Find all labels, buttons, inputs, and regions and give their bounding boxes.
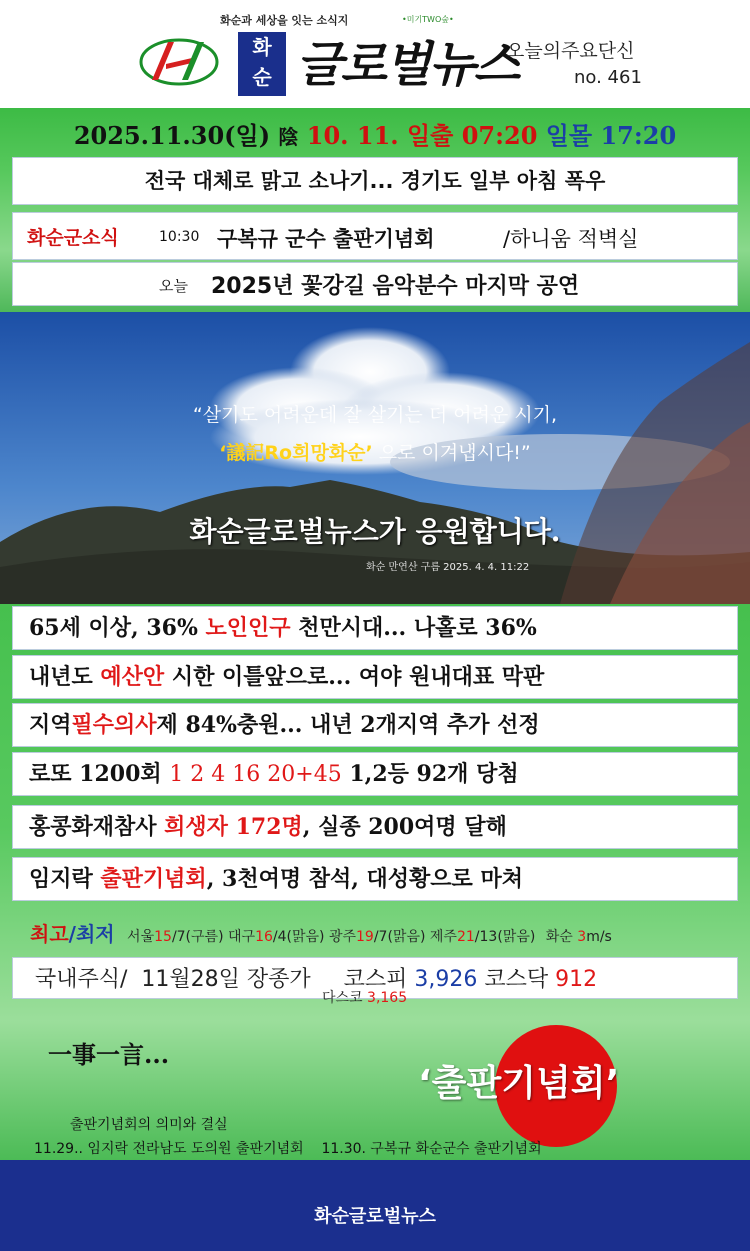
kospi-value: 3,926 (414, 967, 478, 992)
wind-unit: m/s (586, 929, 612, 945)
wind-label: 화순 (545, 929, 573, 945)
sunset-time: 17:20 (600, 121, 677, 150)
sunset-label: 일몰 (545, 121, 593, 150)
dasco-line (322, 987, 407, 1007)
high-label: 최고 (30, 922, 69, 946)
kosdaq-label: 코스닥 (484, 967, 549, 992)
lunar-date: 10. 11. (306, 121, 399, 150)
city-name: 제주 (429, 929, 457, 945)
pub-headline-mid: 기념회 (501, 1063, 606, 1104)
news-text: 내년도 (29, 664, 101, 690)
news-text: 로또 1200회 (29, 761, 170, 787)
publication-line-1: 11.29.. 임지락 전라남도 도의원 출판기념회 11.30. 구복규 화순군수 출판기념회 (34, 1141, 542, 1157)
city-rest: /13(맑음) (474, 929, 536, 945)
news-item (12, 805, 738, 849)
county-news-time: 10:30 (159, 229, 200, 245)
hh-logo-icon (138, 36, 220, 88)
news-highlight: 필수의사 (71, 712, 157, 738)
today-event: 2025년 꽃강길 음악분수 마지막 공연 (211, 274, 580, 299)
issue-number: no. 461 (574, 67, 642, 88)
news-highlight: 출판기념회 (100, 866, 207, 892)
news-text: , 3천여명 참석, 대성황으로 마쳐 (206, 866, 523, 892)
news-item (12, 703, 738, 747)
news-highlight: 희생자 172명 (164, 814, 303, 840)
kospi-label: 코스피 (343, 967, 408, 992)
news-item (12, 752, 738, 796)
city-high: 21 (456, 929, 475, 945)
dasco-value: 3,165 (367, 990, 408, 1006)
news-text: 지역 (29, 712, 72, 738)
temp-slash: / (68, 922, 76, 946)
county-news-label: 화순군소식 (27, 227, 119, 249)
news-text: 홍콩화재참사 (29, 814, 165, 840)
photo-caption: 화순 만연산 구름 2025. 4. 4. 11:22 (366, 562, 530, 573)
news-highlight: 노인인구 (205, 615, 291, 641)
weather-headline: 전국 대체로 맑고 소나기... 경기도 일부 아침 폭우 (144, 169, 606, 193)
pub-headline-open: ‘출판 (418, 1063, 502, 1104)
publication-headline (418, 1055, 619, 1106)
city-high: 15 (154, 929, 172, 945)
weather-headline-box (12, 157, 738, 205)
date: 2025.11.30(일) (73, 121, 271, 150)
city-rest: /4(맑음) (272, 929, 325, 945)
date-line (0, 116, 750, 151)
news-item (12, 655, 738, 699)
news-text: 시한 이틀앞으로... 여야 원내대표 막판 (164, 664, 545, 690)
quote-line-2-rest: 으로 이겨냅시다!” (372, 442, 531, 464)
county-news-place: /하니움 적벽실 (503, 227, 639, 251)
temperature-line (30, 918, 612, 947)
logo-box-char-2: 순 (252, 65, 272, 89)
news-text: 1,2등 92개 당첨 (341, 761, 519, 787)
today-box (12, 262, 738, 306)
sunrise-time: 07:20 (461, 121, 538, 150)
news-highlight: 예산안 (100, 664, 165, 690)
quote-line-1: “살기도 어려운데 잘 살기는 더 어려운 시기, (192, 404, 558, 426)
city-name: 광주 (328, 929, 357, 945)
city-high: 16 (255, 929, 273, 945)
news-highlight: 1 2 4 16 20+45 (169, 762, 342, 787)
city-rest: /7(맑음) (373, 929, 426, 945)
city-rest: /7(구름) (171, 929, 224, 945)
section-title: 오늘의주요단신 (506, 40, 635, 62)
sunrise-label: 일출 (407, 121, 454, 150)
city-name: 대구 (228, 929, 256, 945)
one-word-title: 一事一言... (48, 1040, 170, 1069)
city-name: 서울 (127, 929, 155, 945)
stock-label: 국내주식/ 11월28일 장종가 (35, 967, 311, 992)
quote-slogan: ‘議記Ro희망화순’ (219, 442, 373, 464)
news-text: 제 84%충원... 내년 2개지역 추가 선정 (156, 712, 540, 738)
county-news-box (12, 212, 738, 260)
logo-script: 글로벌뉴스 (296, 37, 518, 93)
dasco-label: 다스코 (322, 990, 363, 1006)
tagline: 화순과 세상을 잇는 소식지 (220, 14, 349, 27)
county-news-event: 구복규 군수 출판기념회 (217, 227, 435, 251)
logo-box-char-1: 화 (252, 35, 272, 59)
low-label: 최저 (75, 922, 115, 946)
footer-label: 화순글로벌뉴스 (314, 1206, 436, 1227)
today-label: 오늘 (159, 277, 188, 295)
publication-subtitle: 출판기념회의 의미와 결실 (70, 1117, 228, 1133)
news-item (12, 857, 738, 901)
kosdaq-value: 912 (555, 967, 598, 992)
pub-headline-close: ’ (605, 1063, 620, 1104)
tagline-small: •미기TWO숲• (402, 15, 454, 24)
news-item (12, 606, 738, 650)
lunar-label: 陰 (278, 125, 299, 149)
city-high: 19 (356, 929, 374, 945)
quote-line-2 (0, 438, 750, 465)
news-text: 임지락 (29, 866, 101, 892)
cheer-slogan: 화순글로벌뉴스가 응원합니다. (189, 515, 561, 548)
news-text: 천만시대... 나홀로 36% (290, 615, 537, 641)
news-text: , 실종 200여명 달해 (302, 814, 507, 840)
news-text: 65세 이상, 36% (29, 615, 206, 641)
stock-line (35, 962, 597, 993)
logo-hwasun-box (238, 32, 286, 96)
wind-value: 3 (577, 929, 587, 945)
